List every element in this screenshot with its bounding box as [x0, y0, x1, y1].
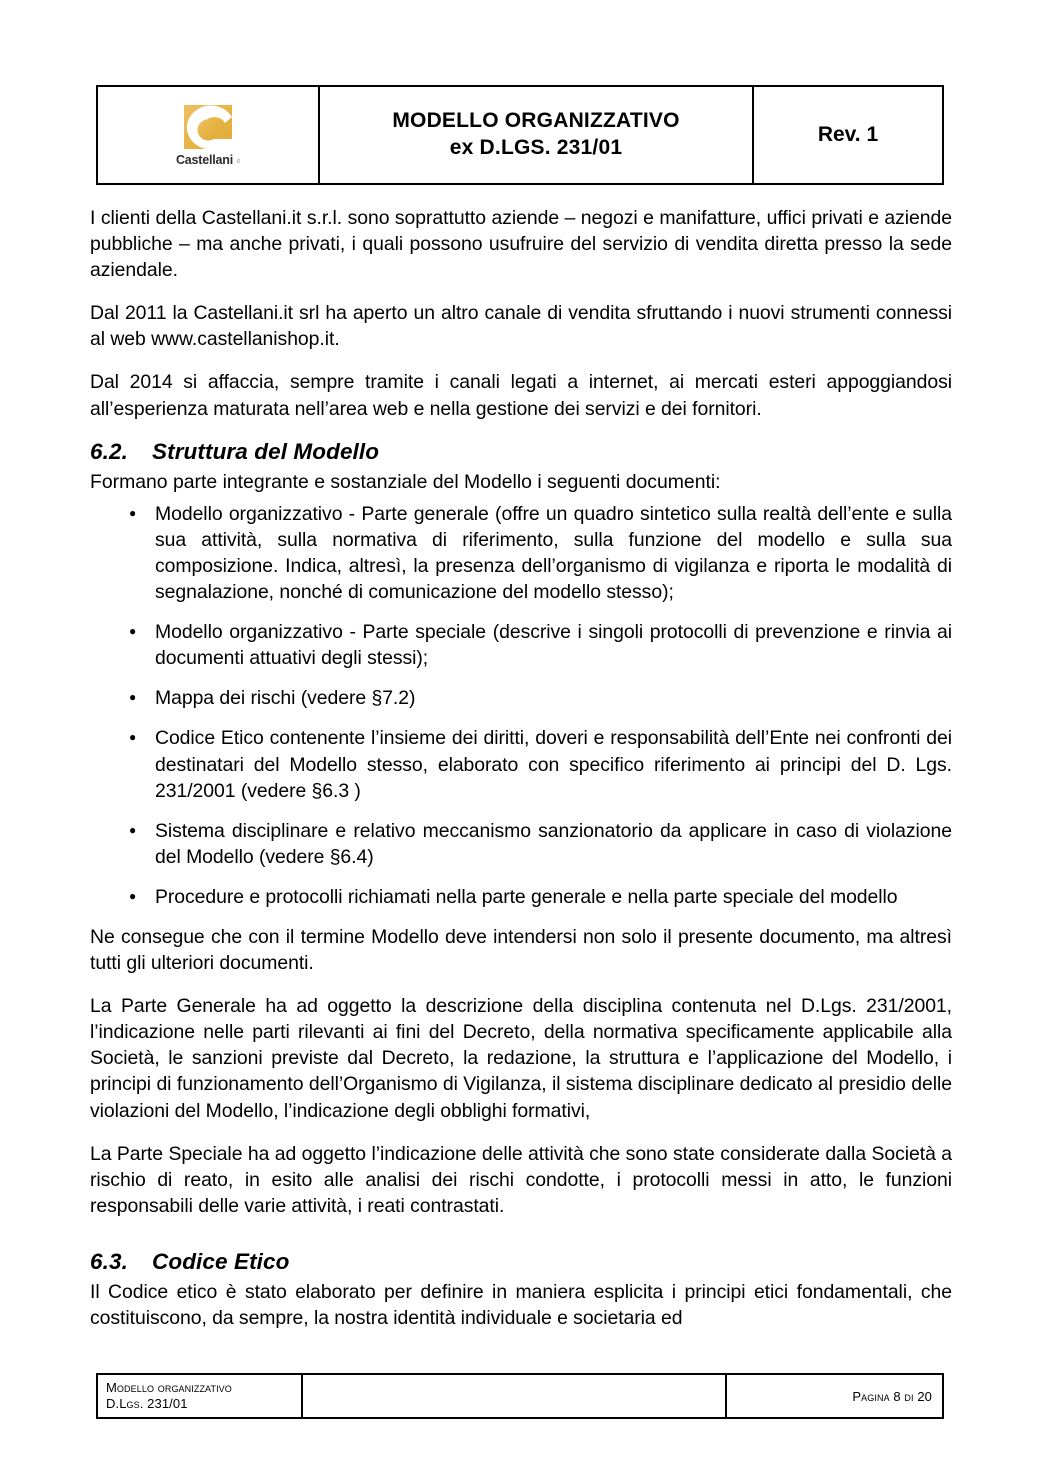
- logo-brand-text: Castellani: [175, 153, 233, 168]
- paragraph-formano-parte: Formano parte integrante e sostanziale del Modello i seguenti documenti:: [90, 470, 721, 493]
- list-item: ● Procedure e protocolli richiamati nella parte generale e nella parte speciale del modello: [90, 884, 952, 910]
- header-revision-cell: [754, 87, 942, 183]
- list-item: ● Codice Etico contenente l’insieme dei diritti, doveri e responsabilità dell’Ente nei confronti dei destinatari del Modello stesso, elaborato con specifico riferimento ai principi del D. Lgs. 231/2001 (vedere §6.3 ): [90, 725, 952, 803]
- footer-page-number: Pagina 8 di 20: [852, 1388, 932, 1404]
- section-title-6-3: Codice Etico: [152, 1248, 290, 1274]
- logo-wordmark: [176, 154, 240, 167]
- paragraph-parte-speciale: La Parte Speciale ha ad oggetto l’indicazione delle attività che sono state considerate dalla Società a rischio di reato, in esito alle analisi dei rischi condotte, i protocolli messi in atto, le funzioni responsabili delle varie attività, i reati contrastati.: [90, 1142, 952, 1217]
- list-item: ● Mappa dei rischi (vedere §7.2): [90, 685, 952, 711]
- paragraph-parte-generale: La Parte Generale ha ad oggetto la descrizione della disciplina contenuta nel D.Lgs. 231/2001, l’indicazione nelle parti rilevanti ai fini del Decreto, della normativa specificamente applicabile alla Società, le sanzioni previste dal Decreto, la redazione, la struttura e l’applicazione del Modello, i principi di funzionamento dell’Organismo di Vigilanza, il sistema disciplinare dedicato al presidio delle violazioni del Modello, l’indicazione degli obblighi formativi,: [90, 995, 952, 1122]
- section-title-6-2: Struttura del Modello: [152, 438, 380, 464]
- footer-page-cell: [727, 1375, 942, 1417]
- footer-doc-reference: D.Lgs. 231/01: [106, 1396, 188, 1411]
- logo-tld-text: .it: [235, 158, 241, 166]
- footer-document-cell: [98, 1375, 303, 1417]
- header-title-secondary: ex D.LGS. 231/01: [449, 136, 623, 159]
- paragraph-dal-2014: Dal 2014 si affaccia, sempre tramite i canali legati a internet, ai mercati esteri appoggiandosi all’esperienza maturata nell’area web e nella gestione dei servizi e dei fornitori.: [90, 371, 952, 420]
- section-heading-6-2: [90, 439, 952, 465]
- section-number-6-3: 6.3.: [90, 1248, 128, 1274]
- documents-bullet-list: [90, 501, 952, 910]
- document-footer-table: [96, 1373, 944, 1419]
- header-revision-label: Rev. 1: [817, 123, 879, 146]
- list-item: ● Modello organizzativo - Parte speciale (descrive i singoli protocolli di prevenzione e rinvia ai documenti attuativi degli stessi);: [90, 619, 952, 671]
- header-title-primary: MODELLO ORGANIZZATIVO: [392, 109, 680, 133]
- list-item: ● Sistema disciplinare e relativo meccanismo sanzionatorio da applicare in caso di violazione del Modello (vedere §6.4): [90, 818, 952, 870]
- document-body: [90, 205, 952, 1348]
- header-logo-cell: [98, 87, 320, 183]
- paragraph-clienti: I clienti della Castellani.it s.r.l. sono soprattutto aziende – negozi e manifatture, uffici privati e aziende pubbliche – ma anche privati, i quali possono usufruire del servizio di vendita diretta presso la sede aziendale.: [90, 207, 952, 282]
- castellani-logo-mark: [180, 103, 236, 151]
- paragraph-ne-consegue: Ne consegue che con il termine Modello deve intendersi non solo il presente documento, ma altresì tutti gli ulteriori documenti.: [90, 925, 952, 975]
- paragraph-codice-etico: Il Codice etico è stato elaborato per definire in maniera esplicita i principi etici fondamentali, che costituiscono, da sempre, la nostra identità individuale e societaria ed: [90, 1280, 952, 1329]
- footer-middle-cell: [303, 1375, 727, 1417]
- company-logo: [176, 103, 240, 167]
- section-number-6-2: 6.2.: [90, 438, 128, 464]
- document-header-table: [96, 85, 944, 185]
- paragraph-dal-2011: Dal 2011 la Castellani.it srl ha aperto un altro canale di vendita sfruttando i nuovi strumenti connessi al web www.castellanishop.it.: [90, 302, 952, 351]
- header-title-cell: [320, 87, 754, 183]
- section-heading-6-3: [90, 1249, 952, 1275]
- list-item: ● Modello organizzativo - Parte generale (offre un quadro sintetico sulla realtà dell’ente e sulla sua attività, sulla normativa di riferimento, sulla funzione del modello e sulla sua composizione. Indica, altresì, la presenza dell’organismo di vigilanza e riporta le modalità di segnalazione, nonché di comunicazione del modello stesso);: [90, 501, 952, 605]
- footer-doc-title: Modello organizzativo: [106, 1380, 232, 1396]
